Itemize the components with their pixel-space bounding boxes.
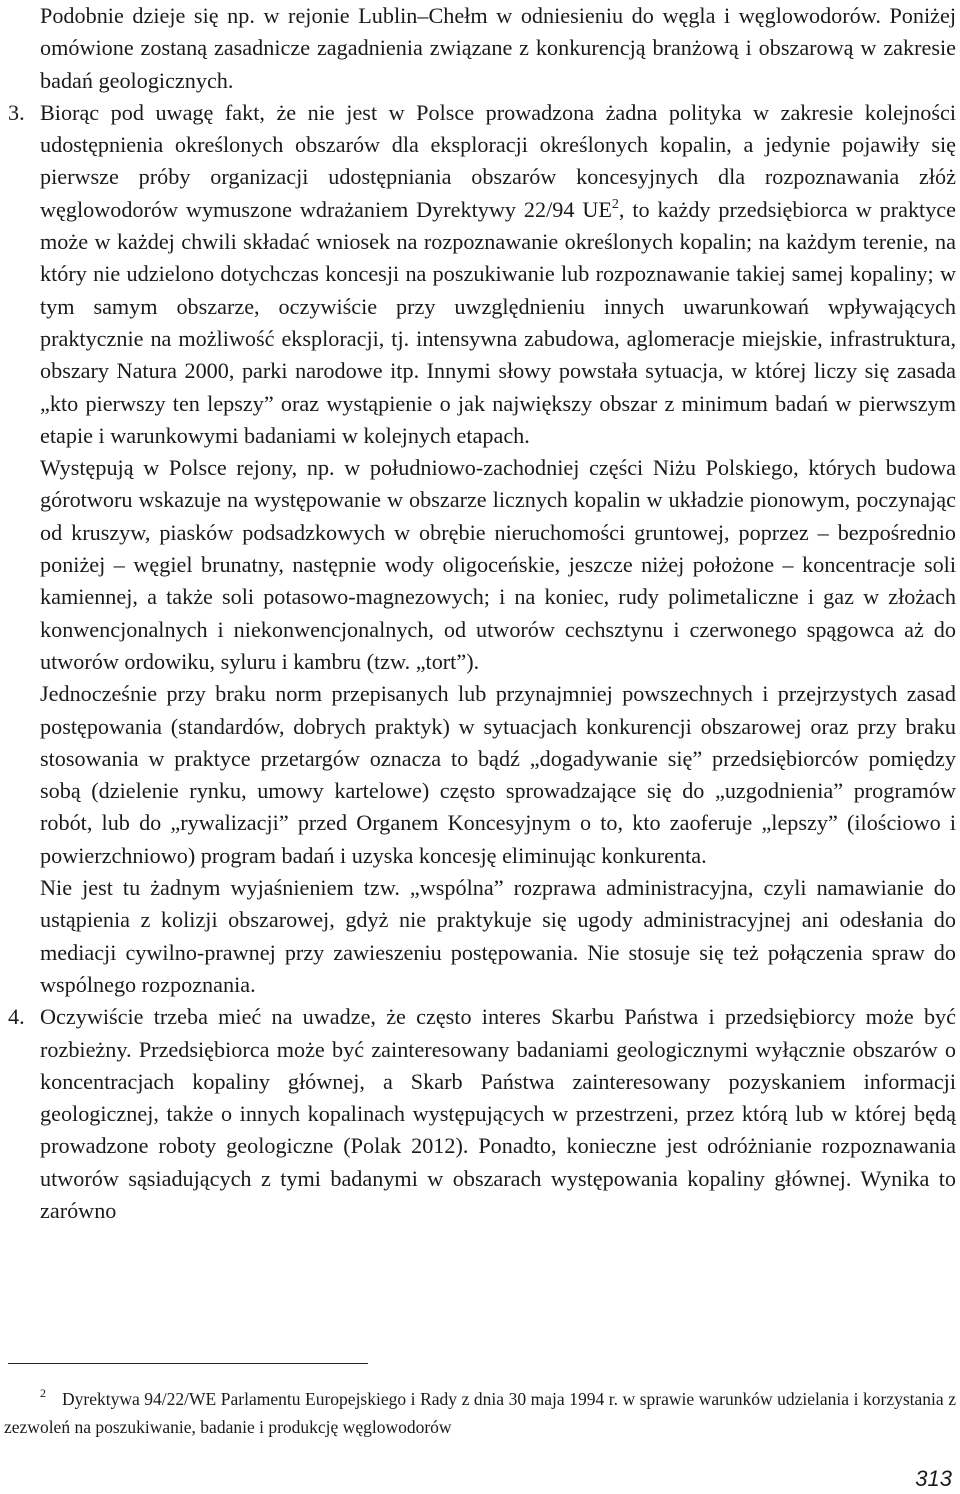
list-item-3 xyxy=(8,97,956,1001)
item-3-paragraph-4: Nie jest tu żadnym wyjaśnieniem tzw. „wspólna” rozprawa administracyjna, czyli namawianie do ustąpienia z kolizji obszarowej, gdyż nie praktykuje się ugody administracyjnej ani odesłania do mediacji cywilno-prawnej przy zawieszeniu postępowania. Nie stosuje się też połączenia spraw do wspólnego rozpoznania. xyxy=(40,875,956,997)
page-number: 313 xyxy=(915,1466,952,1491)
item-3-paragraph-1 xyxy=(40,97,956,452)
footnote-text: Dyrektywa 94/22/WE Parlamentu Europejskiego i Rady z dnia 30 maja 1994 r. w sprawie warunków udzielania i korzystania z zezwoleń na poszukiwanie, badanie i produkcję węglowodorów xyxy=(4,1389,956,1437)
footnote xyxy=(4,1379,956,1441)
item-number-3: 3. xyxy=(8,99,25,125)
intro-paragraph: Podobnie dzieje się np. w rejonie Lublin–Chełm w odniesieniu do węgla i węglowodorów. Poniżej omówione zostaną zasadnicze zagadnienia związane z konkurencją branżową i obszarową w zakresie badań geologicznych. xyxy=(40,3,956,93)
footnote-divider xyxy=(8,1363,368,1364)
item-3-p1-text-a: Biorąc pod uwagę fakt, że nie jest w Polsce prowadzona żadna polityka w zakresie kolejności udostępnienia określonych obszarów dla eksploracji określonych kopalin, a jedynie pojawiły się pierwsze próby organizacji udostępniania obszarów koncesyjnych dla rozpoznawania złóż węglowodorów wymuszone wdrażaniem Dyrektywy 22/94 UE xyxy=(40,99,956,222)
item-3-p1-text-b: , to każdy przedsiębiorca w praktyce może w każdej chwili składać wniosek na rozpoznawanie określonych kopalin; na każdym terenie, na który nie udzielono dotychczas koncesji na poszukiwanie lub rozpoznawanie takiej samej kopaliny; w tym samym obszarze, oczywiście przy uwzględnieniu innych uwarunkowań wpływających praktycznie na możliwość eksploracji, tj. intensywna zabudowa, aglomeracje miejskie, infrastruktura, obszary Natura 2000, parki narodowe itp. Innymi słowy powstała sytuacja, w której liczy się zasada „kto pierwszy ten lepszy” oraz wystąpienie o jak największy obszar z minimum badań w pierwszym etapie i warunkowymi badaniami w kolejnych etapach. xyxy=(40,196,956,448)
item-3-paragraph-2: Występują w Polsce rejony, np. w południowo-zachodniej części Niżu Polskiego, których budowa górotworu wskazuje na występowanie w obszarze licznych kopalin w układzie pionowym, poczynając od kruszyw, piasków podsadzkowych w obrębie nieruchomości gruntowej, poprzez – bezpośrednio poniżej – węgiel brunatny, następnie wody oligoceńskie, jeszcze niżej położone – koncentracje soli kamiennej, a także soli potasowo-magnezowych; i na koniec, rudy polimetaliczne i gaz w złożach konwencjonalnych i niekonwencjonalnych, od utworów cechsztynu i czerwonego spągowca aż do utworów ordowiku, syluru i kambru (tzw. „tort”). xyxy=(40,455,956,674)
footnote-mark: 2 xyxy=(40,1386,46,1400)
item-3-paragraph-3: Jednocześnie przy braku norm przepisanych lub przynajmniej powszechnych i przejrzystych zasad postępowania (standardów, dobrych praktyk) w sytuacjach konkurencji obszarowej oraz przy braku stosowania w praktyce przetargów oznacza to bądź „dogadywanie się” przedsiębiorców pomiędzy sobą (dzielenie rynku, umowy kartelowe) często sprowadzające się do „uzgodnienia” programów robót, lub do „rywalizacji” przed Organem Koncesyjnym o to, kto zaoferuje „lepszy” (ilościowo i powierzchniowo) program badań i uzyska koncesję eliminując konkurenta. xyxy=(40,681,956,868)
item-4-paragraph: Oczywiście trzeba mieć na uwadze, że często interes Skarbu Państwa i przedsiębiorcy może być rozbieżny. Przedsiębiorca może być zainteresowany badaniami geologicznymi wyłącznie obszarów o koncentracjach kopaliny głównej, a Skarb Państwa zainteresowany pozyskaniem informacji geologicznej, także o innych kopalinach występujących w przestrzeni, przez którą lub w której będą prowadzone roboty geologiczne (Polak 2012). Ponadto, konieczne jest odróżnianie rozpoznawania utworów sąsiadujących z tymi badanymi w obszarach występowania kopaliny głównej. Wynika to zarówno xyxy=(40,1004,956,1223)
body-text xyxy=(8,0,956,1227)
item-number-4: 4. xyxy=(8,1004,25,1030)
list-item-4 xyxy=(8,1001,956,1227)
footnote-reference[interactable]: 2 xyxy=(611,196,619,212)
